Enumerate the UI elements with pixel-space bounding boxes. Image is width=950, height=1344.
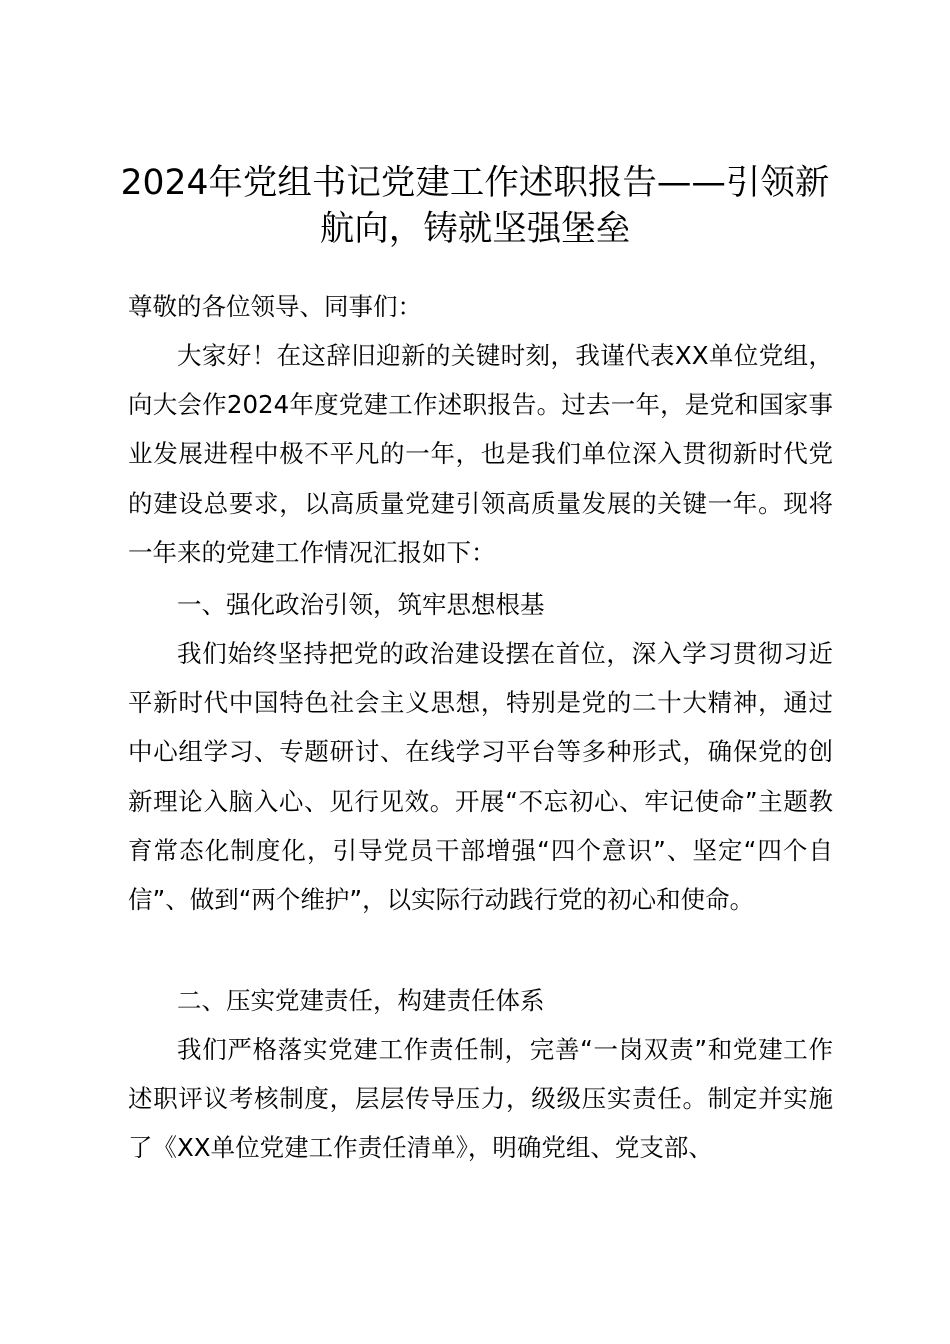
section-heading-2: 二、压实党建责任，构建责任体系	[177, 986, 545, 1015]
section-heading-1: 一、强化政治引领，筑牢思想根基	[177, 590, 545, 619]
document-title: 2024年党组书记党建工作述职报告——引领新航向，铸就坚强堡垒	[120, 163, 830, 249]
section-paragraph-1: 我们始终坚持把党的政治建设摆在首位，深入学习贯彻习近平新时代中国特色社会主义思想，特别是党的二十大精神，通过中心组学习、专题研讨、在线学习平台等多种形式，确保党的创新理论入脑入心、见行见效。开展“不忘初心、牢记使命”主题教育常态化制度化，引导党员干部增强“四个意识”、坚定“四个自信”、做到“两个维护”，以实际行动践行党的初心和使命。	[128, 639, 833, 915]
section-paragraph-2: 我们严格落实党建工作责任制，完善“一岗双责”和党建工作述职评议考核制度，层层传导压力，级级压实责任。制定并实施了《XX单位党建工作责任清单》，明确党组、党支部、	[128, 1035, 833, 1163]
intro-paragraph: 大家好！在这辞旧迎新的关键时刻，我谨代表XX单位党组，向大会作2024年度党建工作述职报告。过去一年，是党和国家事业发展进程中极不平凡的一年，也是我们单位深入贯彻新时代党的建设总要求，以高质量党建引领高质量发展的关键一年。现将一年来的党建工作情况汇报如下：	[128, 341, 833, 567]
salutation: 尊敬的各位领导、同事们：	[128, 292, 422, 321]
